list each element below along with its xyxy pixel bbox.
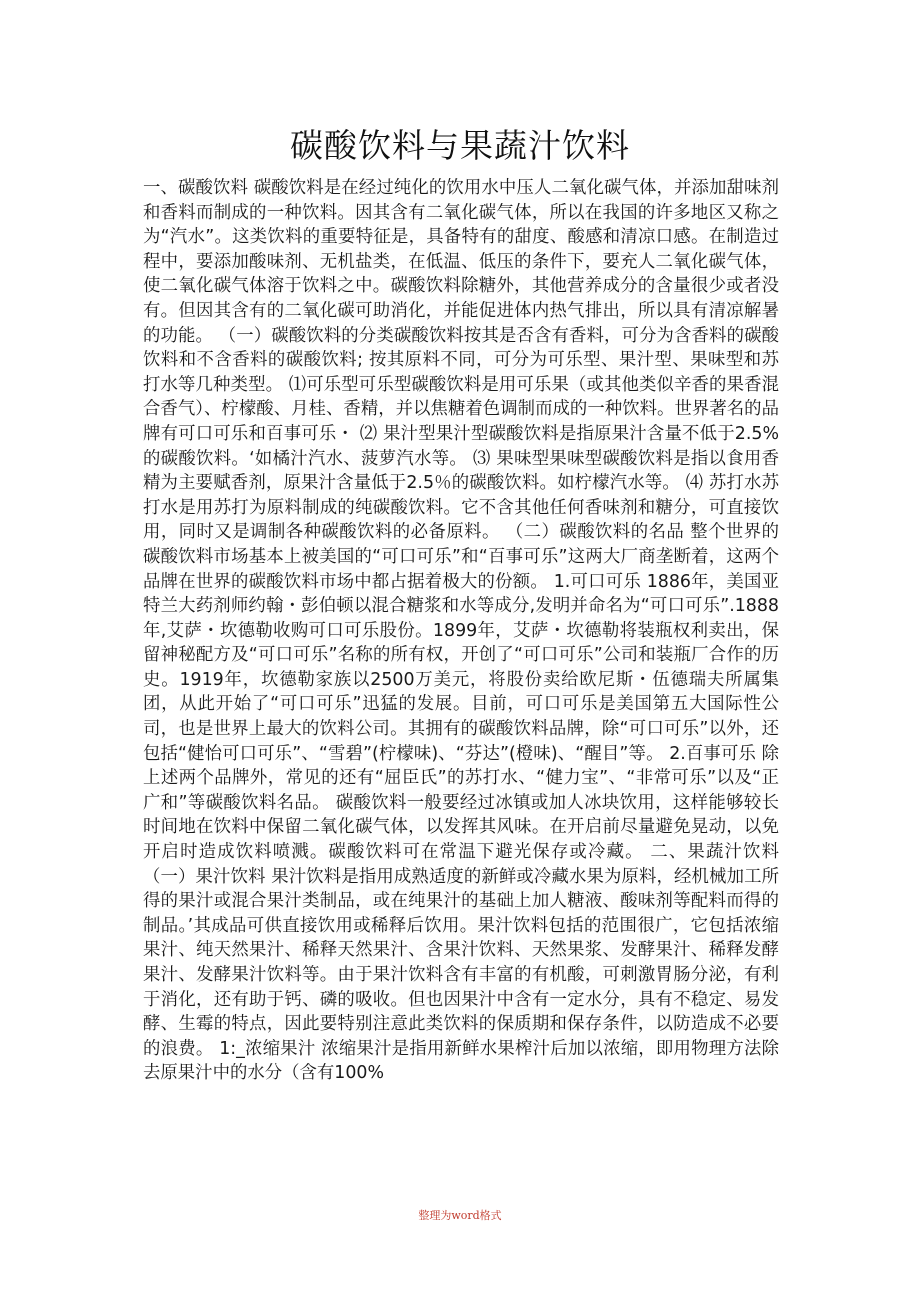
- document-title: 碳酸饮料与果蔬汁饮料: [290, 126, 630, 165]
- document-body: 一、碳酸饮料 碳酸饮料是在经过纯化的饮用水中压人二氧化碳气体，并添加甜味剂和香料而制成的一种饮料。因其含有二氧化碳气体，所以在我国的许多地区又称之为“汽水”。这类饮料的重要特征是，具备特有的甜度、酸感和清凉口感。在制造过程中，要添加酸味剂、无机盐类，在低温、低压的条件下，要充人二氧化碳气体，使二氧化碳气体溶于饮料之中。碳酸饮料除糖外，其他营养成分的含量很少或者没有。但因其含有的二氧化碳可助消化，并能促进体内热气排出，所以具有清凉解暑的功能。 （一）碳酸饮料的分类碳酸饮料按其是否含有香料，可分为含香料的碳酸饮料和不含香料的碳酸饮料; 按其原料不同，可分为可乐型、果汁型、果味型和苏打水等几种类型。 ⑴可乐型可乐型碳酸饮料是用可乐果（或其他类似辛香的果香混合香气）、柠檬酸、月桂、香精，并以焦糖着色调制而成的一种饮料。世界著名的品牌有可口可乐和百事可乐・ ⑵ 果汁型果汁型碳酸饮料是指原果汁含量不低于2.5%的碳酸饮料。‘如橘汁汽水、菠萝汽水等。 ⑶ 果味型果味型碳酸饮料是指以食用香精为主要赋香剂，原果汁含量低于2.5％的碳酸饮料。如柠檬汽水等。 ⑷ 苏打水苏打水是用苏打为原料制成的纯碳酸饮料。它不含其他任何香味剂和糖分，可直接饮用，同时又是调制各种碳酸饮料的必备原料。 （二）碳酸饮料的名品 整个世界的碳酸饮料市场基本上被美国的“可口可乐”和“百事可乐”这两大厂商垄断着，这两个品牌在世界的碳酸饮料市场中都占据着极大的份额。 1.可口可乐 1886年，美国亚特兰大药剂师约翰・彭伯顿以混合糖浆和水等成分,发明并命名为“可口可乐”.1888年,艾萨・坎德勒收购可口可乐股份。1899年，艾萨・坎德勒将装瓶权利卖出，保留神秘配方及“可口可乐”名称的所有权，开创了“可口可乐”公司和装瓶厂合作的历史。1919年，坎德勒家族以2500万美元，将股份卖给欧尼斯・伍德瑞夫所属集团，从此开始了“可口可乐”迅猛的发展。目前，可口可乐是美国第五大国际性公司，也是世界上最大的饮料公司。其拥有的碳酸饮料品牌，除“可口可乐”以外，还包括“健怡可口可乐”、“雪碧”(柠檬味)、“芬达”(橙味)、“醒目”等。 2.百事可乐 除上述两个品牌外，常见的还有“屈臣氏”的苏打水、“健力宝”、“非常可乐”以及“正广和”等碳酸饮料名品。 碳酸饮料一般要经过冰镇或加人冰块饮用，这样能够较长时间地在饮料中保留二氧化碳气体，以发挥其风味。在开启前尽量避免晃动，以免开启时造成饮料喷溅。碳酸饮料可在常温下避光保存或冷藏。 二、果蔬汁饮料 （一）果汁饮料 果汁饮料是指用成熟适度的新鲜或冷藏水果为原料，经机械加工所得的果汁或混合果汁类制品，或在纯果汁的基础上加人糖液、酸味剂等配料而得的制品。’其成品可供直接饮用或稀释后饮用。果汁饮料包括的范围很广，它包括浓缩果汁、纯天然果汁、稀释天然果汁、含果汁饮料、天然果浆、发酵果汁、稀释发酵果汁、发酵果汁饮料等。由于果汁饮料含有丰富的有机酸，可刺激胃肠分泌，有利于消化，还有助于钙、磷的吸收。但也因果汁中含有一定水分，具有不稳定、易发酵、生霉的特点，因此要特别注意此类饮料的保质期和保存条件，以防造成不必要的浪费。 1:_浓缩果汁 浓缩果汁是指用新鲜水果榨汁后加以浓缩，即用物理方法除去原果汁中的水分（含有100%: [143, 178, 779, 1084]
- page-footer: 整理为word格式: [418, 1209, 502, 1222]
